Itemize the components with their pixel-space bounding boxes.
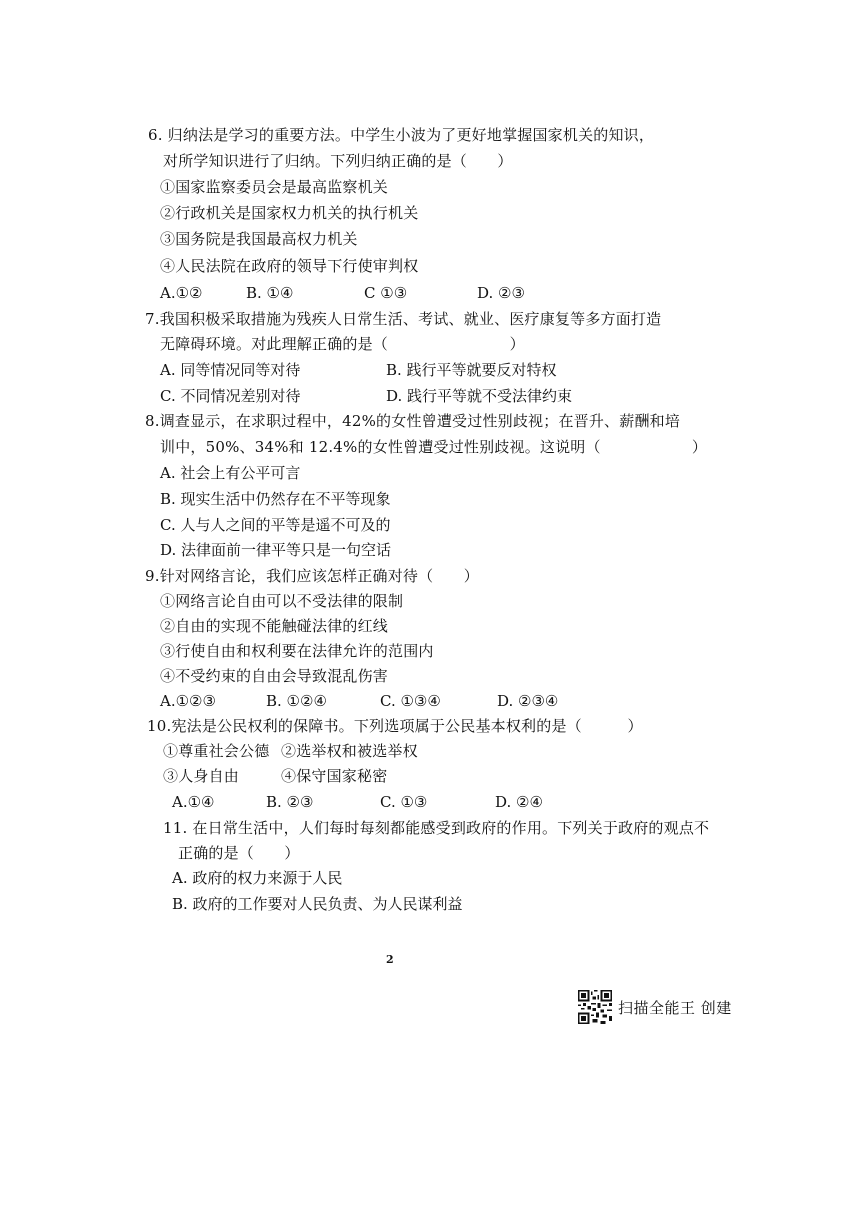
answer-option-d: D. ②③④ bbox=[497, 692, 559, 710]
answer-option-b: B. 践行平等就要反对特权 bbox=[386, 361, 557, 379]
answer-option-d: D. ②④ bbox=[495, 793, 543, 811]
answer-option-c: C. ①③④ bbox=[380, 692, 441, 710]
statement-item: ②自由的实现不能触碰法律的红线 bbox=[160, 617, 389, 635]
statement-item: ①国家监察委员会是最高监察机关 bbox=[160, 178, 389, 196]
answer-option-c: C. 人与人之间的平等是遥不可及的 bbox=[160, 516, 391, 534]
scanner-watermark bbox=[578, 989, 732, 1025]
question-stem-line: 6. 归纳法是学习的重要方法。中学生小波为了更好地掌握国家机关的知识， bbox=[148, 126, 655, 144]
question-stem-line: 对所学知识进行了归纳。下列归纳正确的是（ ） bbox=[163, 152, 513, 170]
statement-item: ④人民法院在政府的领导下行使审判权 bbox=[160, 257, 419, 275]
statement-item: ②选举权和被选举权 bbox=[281, 742, 418, 760]
answer-option-d: D. 法律面前一律平等只是一句空话 bbox=[160, 541, 392, 559]
answer-option-c: C. ①③ bbox=[380, 793, 428, 811]
statement-item: ①网络言论自由可以不受法律的限制 bbox=[160, 592, 404, 610]
question-stem-line: 正确的是（ ） bbox=[178, 844, 300, 862]
answer-option-a: A.①② bbox=[160, 284, 203, 302]
statement-item: ③行使自由和权利要在法律允许的范围内 bbox=[160, 642, 434, 660]
answer-option-d: D. 践行平等就不受法律约束 bbox=[386, 387, 573, 405]
question-stem-line: 无障碍环境。对此理解正确的是（ ） bbox=[160, 335, 525, 353]
statement-item: ④保守国家秘密 bbox=[281, 767, 388, 785]
answer-option-a: A.①②③ bbox=[160, 692, 216, 710]
answer-option-b: B. ①④ bbox=[246, 284, 294, 302]
answer-option-b: B. 政府的工作要对人民负责、为人民谋利益 bbox=[172, 895, 463, 913]
question-stem-line: 8.调查显示，在求职过程中，42%的女性曾遭受过性别歧视；在晋升、薪酬和培 bbox=[145, 412, 681, 430]
answer-option-b: B. 现实生活中仍然存在不平等现象 bbox=[160, 490, 391, 508]
answer-option-c: C. 不同情况差别对待 bbox=[160, 387, 301, 405]
statement-item: ②行政机关是国家权力机关的执行机关 bbox=[160, 204, 419, 222]
question-stem-line: 7.我国积极采取措施为残疾人日常生活、考试、就业、医疗康复等多方面打造 bbox=[145, 310, 662, 328]
statement-item: ③国务院是我国最高权力机关 bbox=[160, 230, 358, 248]
statement-item: ④不受约束的自由会导致混乱伤害 bbox=[160, 667, 389, 685]
answer-option-a: A. 政府的权力来源于人民 bbox=[172, 869, 343, 887]
qr-code-icon bbox=[578, 990, 612, 1024]
answer-option-a: A.①④ bbox=[172, 793, 215, 811]
statement-item: ①尊重社会公德 bbox=[163, 742, 270, 760]
question-stem-line: 11. 在日常生活中，人们每时每刻都能感受到政府的作用。下列关于政府的观点不 bbox=[163, 819, 710, 837]
page-number: 2 bbox=[386, 953, 394, 966]
answer-option-b: B. ①②④ bbox=[266, 692, 327, 710]
answer-option-a: A. 社会上有公平可言 bbox=[160, 464, 301, 482]
question-stem-line: 9.针对网络言论，我们应该怎样正确对待（ ） bbox=[145, 567, 479, 585]
question-stem-line: 训中，50%、34%和 12.4%的女性曾遭受过性别歧视。这说明（ ） bbox=[160, 438, 708, 456]
answer-option-a: A. 同等情况同等对待 bbox=[160, 361, 301, 379]
answer-option-c: C ①③ bbox=[364, 284, 408, 302]
statement-item: ③人身自由 bbox=[163, 767, 240, 785]
scanner-label: 扫描全能王 创建 bbox=[618, 998, 732, 1017]
answer-option-d: D. ②③ bbox=[477, 284, 525, 302]
answer-option-b: B. ②③ bbox=[266, 793, 314, 811]
question-stem-line: 10.宪法是公民权利的保障书。下列选项属于公民基本权利的是（ ） bbox=[147, 717, 643, 735]
